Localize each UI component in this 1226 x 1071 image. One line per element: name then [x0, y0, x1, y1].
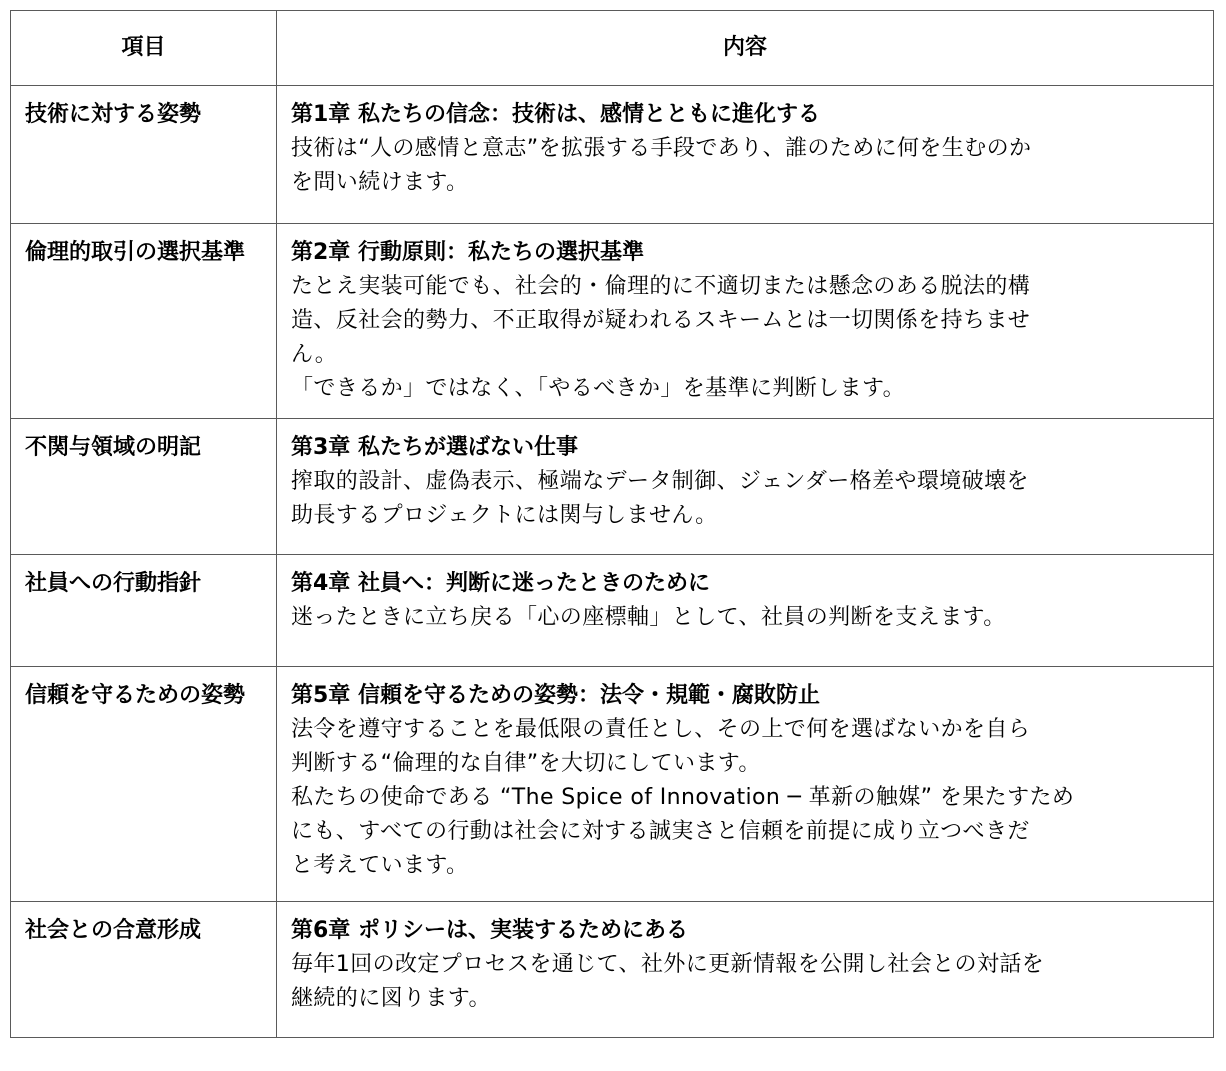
- content-line: ん。: [291, 342, 338, 367]
- row-content: [277, 419, 1214, 555]
- content-line: 造、反社会的勢力、不正取得が疑われるスキームとは一切関係を持ちませ: [291, 308, 1031, 333]
- header-content: 内容: [277, 11, 1214, 86]
- table-row: [11, 86, 1214, 224]
- content-line: 毎年1回の改定プロセスを通じて、社外に更新情報を公開し社会との対話を: [291, 952, 1045, 977]
- content-line: と考えています。: [291, 853, 469, 878]
- chapter-title: 第1章 私たちの信念：技術は、感情とともに進化する: [291, 102, 820, 127]
- chapter-title: 第2章 行動原則：私たちの選択基準: [291, 240, 644, 265]
- content-line: 法令を遵守することを最低限の責任とし、その上で何を選ばないかを自ら: [291, 717, 1031, 742]
- content-line: 判断する“倫理的な自律”を大切にしています。: [291, 751, 761, 776]
- chapter-title: 第4章 社員へ：判断に迷ったときのために: [291, 571, 710, 596]
- table-header-row: [11, 11, 1214, 86]
- row-item: 社員への行動指針: [11, 555, 277, 667]
- policy-table: [10, 10, 1214, 1038]
- row-item: 不関与領域の明記: [11, 419, 277, 555]
- row-item: 倫理的取引の選択基準: [11, 224, 277, 419]
- table-row: [11, 555, 1214, 667]
- row-item: 社会との合意形成: [11, 902, 277, 1038]
- content-line: 「できるか」ではなく、「やるべきか」を基準に判断します。: [291, 376, 906, 401]
- row-content: [277, 224, 1214, 419]
- content-line: 技術は“人の感情と意志”を拡張する手段であり、誰のために何を生むのか: [291, 136, 1032, 161]
- content-line: にも、すべての行動は社会に対する誠実さと信頼を前提に成り立つべきだ: [291, 819, 1030, 844]
- row-item: 技術に対する姿勢: [11, 86, 277, 224]
- table-row: [11, 667, 1214, 902]
- content-line: 私たちの使命である “The Spice of Innovation ─ 革新の触媒” を果たすため: [291, 785, 1075, 810]
- row-content: [277, 555, 1214, 667]
- table-row: [11, 224, 1214, 419]
- row-content: [277, 86, 1214, 224]
- row-content: [277, 667, 1214, 902]
- content-line: たとえ実装可能でも、社会的・倫理的に不適切または懸念のある脱法的構: [291, 274, 1031, 299]
- content-line: 迷ったときに立ち戻る「心の座標軸」として、社員の判断を支えます。: [291, 605, 1006, 630]
- chapter-title: 第3章 私たちが選ばない仕事: [291, 435, 578, 460]
- header-item: 項目: [11, 11, 277, 86]
- content-line: 継続的に図ります。: [291, 986, 491, 1011]
- row-content: [277, 902, 1214, 1038]
- content-line: 搾取的設計、虚偽表示、極端なデータ制御、ジェンダー格差や環境破壊を: [291, 469, 1029, 494]
- row-item: 信頼を守るための姿勢: [11, 667, 277, 902]
- content-line: を問い続けます。: [291, 170, 469, 195]
- table-row: [11, 419, 1214, 555]
- chapter-title: 第6章 ポリシーは、実装するためにある: [291, 918, 688, 943]
- content-line: 助長するプロジェクトには関与しません。: [291, 503, 718, 528]
- table-row: [11, 902, 1214, 1038]
- chapter-title: 第5章 信頼を守るための姿勢：法令・規範・腐敗防止: [291, 683, 820, 708]
